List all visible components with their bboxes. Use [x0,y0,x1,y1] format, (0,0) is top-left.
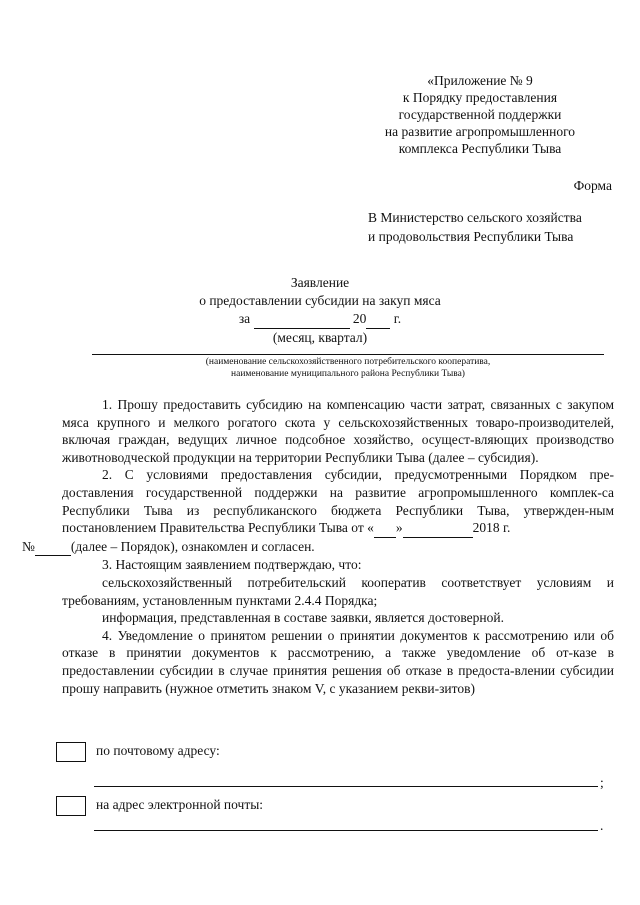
period-prefix: за [238,311,251,326]
decree-month-field[interactable] [403,519,473,538]
period-month-field[interactable] [254,310,350,329]
organization-caption [92,356,604,380]
email-checkbox[interactable] [56,796,86,816]
caption-line: наименование муниципального района Республики Тыва) [231,369,465,379]
paragraph-1: 1. Прошу предоставить субсидию на компенсацию части затрат, связанных с закупом мяса крупного и мелкого рогатого скота у сельскохозяйственных товаро-производителей, включая граждан, ведущих личное подсобное хозяйство, осущест-вляющих производство животноводческой продукции на территории Республики Тыва (далее – субсидия). [62,397,614,465]
caption-line: (наименование сельскохозяйственного потребительского кооператива, [205,357,491,367]
paragraph-2 [22,466,614,556]
decree-number-field[interactable] [35,538,71,557]
paragraph-2-text: 2. С условиями предоставления субсидии, предусмотренными Порядком пре-доставления государственной поддержки на развитие агропромышленного комплек-са Республики Тыва из республиканского бюджета Республики Тыва, утвержден-ным постановлением Правительства Республики Тыва от « [62,467,614,536]
email-label: на адрес электронной почты: [96,797,264,812]
title-line: Заявление [290,275,350,290]
addressee-line: В Министерство сельского хозяйства [368,210,582,225]
email-address-field[interactable] [94,830,598,831]
form-label: Форма [573,178,612,193]
number-sign: № [22,538,35,554]
paragraph-2-end: (далее – Порядок), ознакомлен и согласен. [70,538,315,554]
appendix-line: государственной поддержки [398,107,562,122]
postal-checkbox[interactable] [56,742,86,762]
appendix-line: «Приложение № 9 [427,73,533,88]
paragraph-3a: сельскохозяйственный потребительский кооператив соответствует условиям и требованиям, установленным пунктами 2.4.4 Порядка; [62,574,614,608]
paragraph-4: 4. Уведомление о принятом решении о принятии документов к рассмотрению или об отказе в принятии документов к рассмотрению, а также уведомление об от-казе в предоставлении субсидии в случае принятия решения об отказе в предоста-влении субсидии прошу направить (нужное отметить знаком V, с указанием рекви-зитов) [62,627,614,696]
email-end: . [600,818,604,833]
appendix-line: на развитие агропромышленного [384,124,576,139]
period-year-field[interactable] [366,310,390,329]
appendix-line: к Порядку предоставления [402,90,558,105]
application-body [22,396,614,697]
document-title [150,274,490,347]
postal-end: ; [600,775,604,790]
period-suffix: г. [393,311,402,326]
period-line [150,310,490,329]
addressee-line: и продовольствия Республики Тыва [368,229,574,244]
title-line: о предоставлении субсидии на закуп мяса [199,293,441,308]
period-year-prefix: 20 [352,311,367,326]
postal-label: по почтовому адресу: [96,743,220,758]
quote-close: » [395,520,403,536]
organization-name-field[interactable] [92,354,604,355]
decree-day-field[interactable] [374,519,396,538]
postal-address-field[interactable] [94,786,598,787]
period-caption: (месяц, квартал) [272,330,368,345]
appendix-header [340,72,620,157]
decree-year: 2018 г. [472,520,511,536]
appendix-line: комплекса Республики Тыва [398,141,562,156]
paragraph-3: 3. Настоящим заявлением подтверждаю, что: [102,557,362,573]
addressee [368,208,582,246]
paragraph-3b: информация, представленная в составе заявки, является достоверной. [102,610,504,626]
